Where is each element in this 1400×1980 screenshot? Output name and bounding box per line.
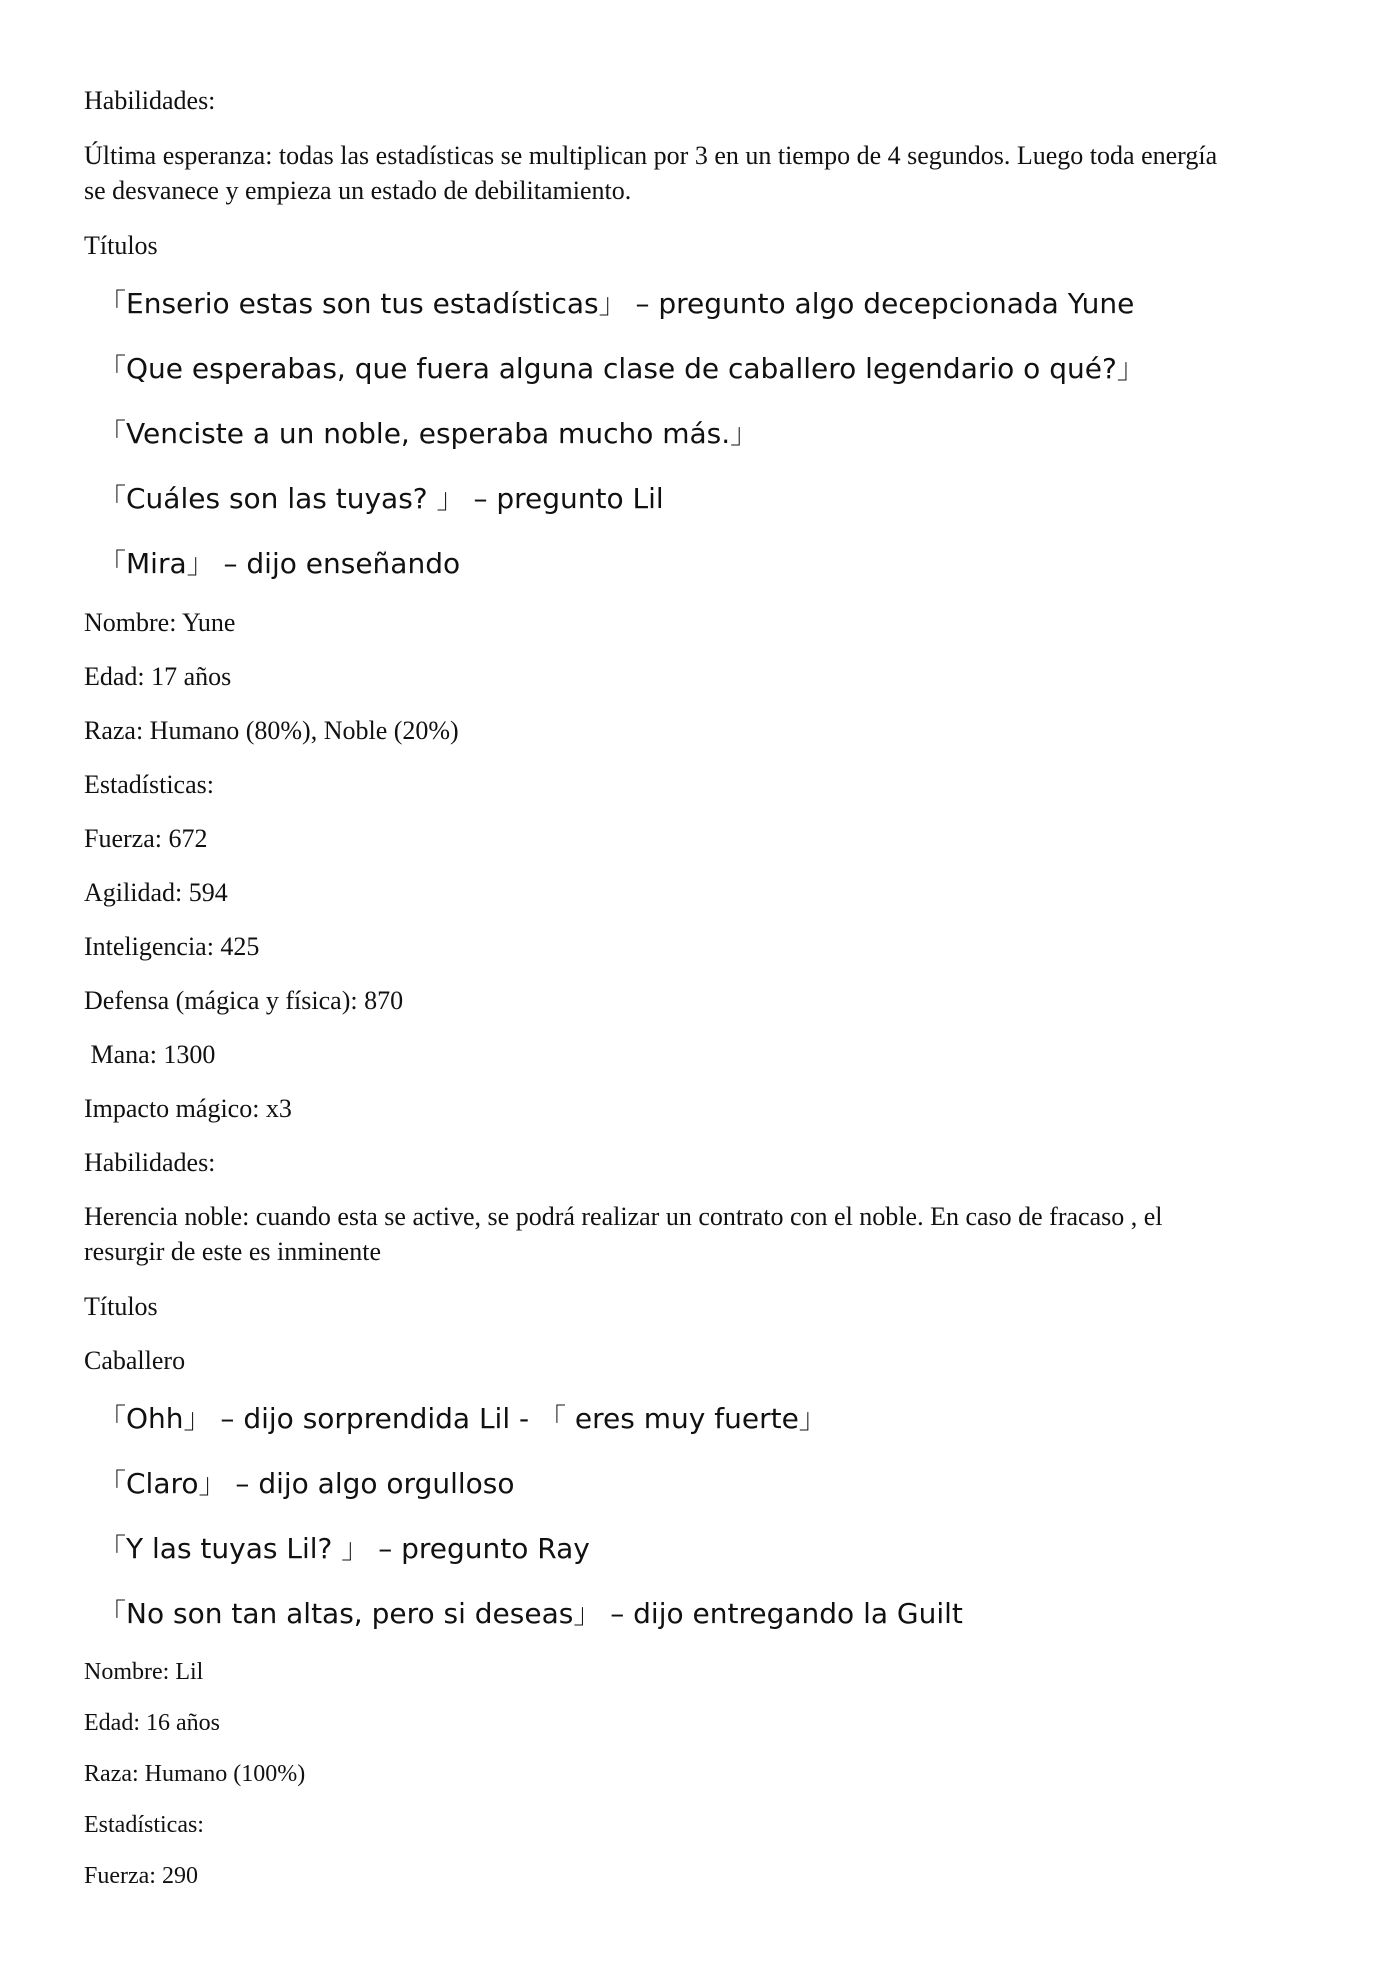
heading-habilidades: Habilidades: — [84, 1148, 216, 1177]
dialogue-line: 「Claro」 – dijo algo orgulloso — [98, 1467, 515, 1500]
stat-line: Nombre: Yune — [84, 608, 236, 637]
stat-line: Defensa (mágica y física): 870 — [84, 986, 404, 1015]
stat-line: Edad: 17 años — [84, 662, 232, 691]
stat-line: Impacto mágico: x3 — [84, 1094, 292, 1123]
dialogue-line: 「Y las tuyas Lil? 」 – pregunto Ray — [98, 1532, 590, 1565]
dialogue-line: 「Venciste a un noble, esperaba mucho más.」 — [98, 417, 759, 450]
dialogue-line: 「Ohh」 – dijo sorprendida Lil - 「 eres muy fuerte」 — [98, 1402, 827, 1435]
stat-line: Estadísticas: — [84, 770, 214, 799]
dialogue-line: 「No son tan altas, pero si deseas」 – dijo entregando la Guilt — [98, 1597, 963, 1630]
stat-line: Mana: 1300 — [84, 1040, 216, 1069]
title-caballero: Caballero — [84, 1346, 186, 1375]
heading-habilidades: Habilidades: — [84, 86, 216, 115]
heading-titulos: Títulos — [84, 231, 158, 260]
heading-titulos: Títulos — [84, 1292, 158, 1321]
stat-line: Raza: Humano (80%), Noble (20%) — [84, 716, 459, 745]
dialogue-line: 「Mira」 – dijo enseñando — [98, 547, 461, 580]
paragraph-line: Herencia noble: cuando esta se active, se podrá realizar un contrato con el noble. En caso de fracaso , el — [84, 1202, 1163, 1231]
stat-line: Fuerza: 290 — [84, 1863, 198, 1889]
paragraph-line: se desvanece y empieza un estado de debilitamiento. — [84, 176, 632, 205]
stat-line: Agilidad: 594 — [84, 878, 228, 907]
stat-line: Nombre: Lil — [84, 1659, 204, 1685]
dialogue-line: 「Que esperabas, que fuera alguna clase de caballero legendario o qué?」 — [98, 352, 1145, 385]
stat-line: Raza: Humano (100%) — [84, 1761, 306, 1787]
stat-line: Edad: 16 años — [84, 1710, 220, 1736]
paragraph-line: resurgir de este es inminente — [84, 1237, 381, 1266]
paragraph-line: Última esperanza: todas las estadísticas se multiplican por 3 en un tiempo de 4 segundos. Luego toda energía — [84, 141, 1218, 170]
dialogue-line: 「Enserio estas son tus estadísticas」 – pregunto algo decepcionada Yune — [98, 287, 1135, 320]
stat-line: Estadísticas: — [84, 1812, 204, 1838]
stat-line: Fuerza: 672 — [84, 824, 208, 853]
dialogue-line: 「Cuáles son las tuyas? 」 – pregunto Lil — [98, 482, 664, 515]
stat-line: Inteligencia: 425 — [84, 932, 260, 961]
